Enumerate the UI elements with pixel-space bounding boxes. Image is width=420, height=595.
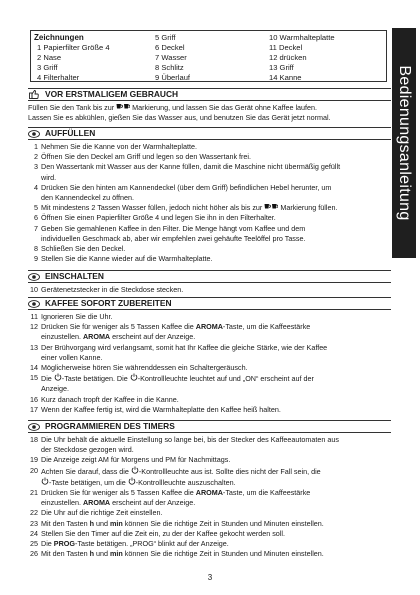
- list-item: [28, 435, 391, 445]
- text: -Taste, um die Kaffeestärke: [222, 322, 311, 332]
- section-body: [28, 103, 391, 123]
- item-text: Die Anzeige zeigt AM für Morgens und PM für Nachmittags.: [41, 455, 231, 465]
- parts-item: 2 Nase: [37, 53, 62, 62]
- item-number: 26: [30, 549, 38, 559]
- section-header: [28, 270, 391, 283]
- section-title: KAFFEE SOFORT ZUBEREITEN: [45, 298, 172, 308]
- section-body: [28, 312, 391, 415]
- eye-icon: [28, 422, 40, 431]
- text: Markierung füllen.: [280, 203, 338, 213]
- eye-icon: [28, 272, 40, 281]
- list-item: [28, 285, 391, 295]
- item-text: Der Brühvorgang wird verlangsamt, somit hat Ihr Kaffee die gleiche Stärke, wie der Kaffee: [41, 342, 328, 352]
- text: Achten Sie darauf, dass die: [41, 466, 129, 476]
- list-item: [28, 213, 391, 223]
- item-text: der Steckdose gezogen wird.: [41, 445, 134, 455]
- item-number: 12: [30, 322, 38, 332]
- text: Mit mindestens 2 Tassen Wasser füllen, jedoch nicht höher als bis zur: [41, 203, 263, 213]
- parts-item: 3 Griff: [37, 63, 58, 72]
- item-text: den Kannendeckel zu öffnen.: [41, 193, 134, 203]
- text: Drücken Sie für weniger als 5 Tassen Kaffee die: [41, 322, 194, 332]
- text: -Taste betätigen. „PROG“ blinkt auf der Anzeige.: [74, 539, 229, 549]
- item-number: 15: [30, 373, 38, 383]
- item-number: 7: [34, 223, 38, 233]
- parts-column-2: [155, 33, 265, 83]
- text: einzustellen.: [41, 332, 81, 342]
- text: erscheint auf der Anzeige.: [112, 498, 196, 508]
- list-item: [28, 173, 391, 183]
- text: Markierung, und lassen Sie das Gerät ohne Kaffee laufen.: [132, 103, 318, 112]
- text: Mit den Tasten: [41, 518, 88, 528]
- item-text: Gerätenetzstecker in die Steckdose stecken.: [41, 285, 184, 294]
- section-header: [28, 297, 391, 310]
- item-text: Kurz danach tropft der Kaffee in die Kanne.: [41, 394, 179, 404]
- item-number: 8: [34, 244, 38, 254]
- list-item: [28, 405, 391, 415]
- list-item: [28, 193, 391, 203]
- list-item: [28, 224, 391, 234]
- section-body: [28, 142, 391, 264]
- item-number: 24: [30, 528, 38, 538]
- section-first-use: [28, 88, 391, 123]
- list-item: [28, 488, 391, 498]
- item-text: individuellen Geschmack ab, aber wir empfehlen zwei gehäufte Teelöffel pro Tasse.: [41, 233, 306, 243]
- list-item: [28, 549, 391, 559]
- list-item: [28, 162, 391, 172]
- list-item: [28, 183, 391, 193]
- item-text: Öffnen Sie den Deckel am Griff und legen so den Wassertank frei.: [41, 152, 252, 162]
- section-timer: [28, 420, 391, 559]
- parts-item: 11 Deckel: [269, 43, 303, 52]
- item-number: 18: [30, 435, 38, 444]
- item-text: [41, 549, 391, 559]
- section-body: [28, 285, 391, 295]
- section-header: [28, 127, 391, 140]
- item-text: [41, 488, 391, 498]
- item-text: Geben Sie gemahlenen Kaffee in den Filter. Die Menge hängt vom Kaffee und dem: [41, 223, 306, 233]
- list-item: [28, 529, 391, 539]
- list-item: [28, 466, 391, 477]
- power-icon: [131, 467, 139, 476]
- text: Drücken Sie für weniger als 5 Tassen Kaffee die: [41, 488, 194, 498]
- item-text: [41, 477, 391, 488]
- item-number: 4: [34, 182, 38, 192]
- aroma-label: AROMA: [195, 322, 223, 332]
- list-item: [28, 373, 391, 384]
- text: einzustellen.: [41, 498, 81, 508]
- parts-item: 8 Schlitz: [155, 63, 184, 72]
- item-number: 17: [30, 404, 38, 414]
- item-number: 25: [30, 539, 38, 549]
- item-text: [41, 466, 391, 477]
- text: Die: [41, 539, 52, 549]
- section-fill: [28, 127, 391, 264]
- item-text: [41, 373, 391, 384]
- list-item: [28, 477, 391, 488]
- text: erscheint auf der Anzeige.: [112, 332, 196, 342]
- power-icon: [128, 478, 136, 487]
- item-text: [41, 203, 391, 213]
- text: Mit den Tasten: [41, 549, 88, 559]
- side-tab: [392, 28, 416, 258]
- item-text: Möglicherweise hören Sie währenddessen ein Schaltergeräusch.: [41, 363, 248, 373]
- hand-icon: [28, 90, 40, 99]
- eye-icon: [28, 299, 40, 308]
- section-title: PROGRAMMIEREN DES TIMERS: [45, 421, 175, 431]
- item-text: Ignorieren Sie die Uhr.: [41, 312, 113, 321]
- hour-label: h: [89, 518, 95, 528]
- item-text: Stellen Sie den Timer auf die Zeit ein, zu der der Kaffee gekocht werden soll.: [41, 528, 285, 538]
- text: und: [96, 518, 109, 528]
- list-item: [28, 539, 391, 549]
- parts-column-3: [269, 33, 387, 83]
- parts-item: 4 Filterhalter: [37, 73, 80, 82]
- parts-item: 13 Griff: [269, 63, 294, 72]
- list-item: [28, 353, 391, 363]
- list-item: [28, 395, 391, 405]
- list-item: [28, 322, 391, 332]
- aroma-label: AROMA: [195, 488, 223, 498]
- list-item: [28, 384, 391, 394]
- list-item: [28, 498, 391, 508]
- item-text: Drücken Sie den hinten am Kannendeckel (über dem Griff) befindlichen Hebel herunter, um: [41, 182, 332, 192]
- text: -Taste betätigen. Die: [61, 374, 128, 384]
- section-title: VOR ERSTMALIGEM GEBRAUCH: [45, 89, 179, 99]
- list-item: [28, 455, 391, 465]
- section-title: EINSCHALTEN: [45, 271, 104, 281]
- item-number: [28, 173, 38, 183]
- text: können Sie die richtige Zeit in Stunden und Minuten einstellen.: [124, 518, 324, 528]
- list-item: [28, 508, 391, 518]
- hour-label: h: [89, 549, 95, 559]
- item-text: wird.: [41, 172, 57, 182]
- minute-label: min: [110, 518, 123, 528]
- power-icon: [130, 374, 138, 383]
- item-text: [41, 322, 391, 332]
- page-number: 3: [207, 573, 213, 582]
- item-text: einer vollen Kanne.: [41, 352, 103, 362]
- power-icon: [54, 374, 62, 383]
- list-item: [28, 234, 391, 244]
- parts-item: 10 Warmhalteplatte: [269, 33, 335, 42]
- item-text: Schließen Sie den Deckel.: [41, 244, 126, 254]
- item-text: [41, 498, 391, 508]
- item-number: 11: [30, 312, 38, 321]
- item-text: Öffnen Sie einen Papierfilter Größe 4 und legen Sie ihn in den Filterhalter.: [41, 213, 276, 223]
- list-item: [28, 363, 391, 373]
- item-number: 19: [30, 455, 38, 465]
- list-item: [28, 142, 391, 152]
- cup-marking-icon: [116, 103, 130, 112]
- parts-column-1: [34, 33, 152, 83]
- item-number: 5: [34, 203, 38, 213]
- item-text: Wenn der Kaffee fertig ist, wird die Warmhalteplatte den Kaffee heiß halten.: [41, 404, 281, 414]
- parts-item: 7 Wasser: [155, 53, 187, 62]
- text: Füllen Sie den Tank bis zur: [28, 103, 115, 112]
- item-number: 16: [30, 394, 38, 404]
- list-item: [28, 332, 391, 342]
- text: -Taste, um die Kaffeestärke: [222, 488, 311, 498]
- item-text: [41, 332, 391, 342]
- parts-item: 6 Deckel: [155, 43, 185, 52]
- parts-item: 5 Griff: [155, 33, 176, 42]
- item-text: [41, 539, 391, 549]
- item-number: 14: [30, 363, 38, 373]
- parts-table: [30, 30, 387, 82]
- list-item: [28, 244, 391, 254]
- eye-icon: [28, 129, 40, 138]
- item-number: 9: [34, 254, 38, 264]
- item-number: 23: [30, 518, 38, 528]
- item-number: 3: [34, 162, 38, 172]
- item-text: Die Uhr behält die aktuelle Einstellung so lange bei, bis der Stecker des Kaffeeautomaten aus: [41, 435, 339, 444]
- list-item: [28, 203, 391, 213]
- item-text: Stellen Sie die Kanne wieder auf die Warmhalteplatte.: [41, 254, 213, 264]
- list-item: [28, 445, 391, 455]
- item-text: Anzeige.: [41, 384, 69, 394]
- item-text: Die Uhr auf die richtige Zeit einstellen.: [41, 508, 163, 518]
- item-text: [41, 519, 391, 529]
- section-body: [28, 435, 391, 559]
- parts-item: 9 Überlauf: [155, 73, 191, 82]
- section-header: [28, 88, 391, 101]
- parts-item: 1 Papierfilter Größe 4: [37, 43, 110, 52]
- paragraph: [28, 103, 391, 113]
- text: können Sie die richtige Zeit in Stunden und Minuten einstellen.: [124, 549, 324, 559]
- minute-label: min: [110, 549, 123, 559]
- item-number: [28, 234, 38, 244]
- parts-item: 12 drücken: [269, 53, 307, 62]
- section-switch-on: [28, 270, 391, 295]
- item-number: 22: [30, 508, 38, 518]
- item-text: Nehmen Sie die Kanne von der Warmhalteplatte.: [41, 142, 197, 151]
- text: -Taste betätigen, um die: [49, 477, 126, 487]
- power-icon: [41, 478, 49, 487]
- text: -Kontrollleuchte aus ist. Sollte dies nicht der Fall sein, die: [138, 466, 321, 476]
- text: und: [96, 549, 109, 559]
- parts-title: Zeichnungen: [34, 33, 84, 42]
- list-item: [28, 343, 391, 353]
- list-item: [28, 152, 391, 162]
- text: -Kontrollleuchte auszuschalten.: [135, 477, 236, 487]
- section-brew-now: [28, 297, 391, 415]
- text: -Kontrollleuchte leuchtet auf und „ON“ erscheint auf der: [137, 374, 314, 384]
- item-number: 1: [34, 142, 38, 151]
- section-header: [28, 420, 391, 433]
- aroma-label: AROMA: [82, 498, 111, 508]
- item-number: 13: [30, 342, 38, 352]
- item-number: [28, 193, 38, 203]
- item-number: 6: [34, 213, 38, 223]
- aroma-label: AROMA: [82, 332, 111, 342]
- cup-marking-icon: [264, 203, 278, 212]
- list-item: [28, 254, 391, 264]
- side-tab-text: Bedienungsanleitung: [396, 65, 413, 221]
- item-number: 10: [30, 285, 38, 294]
- parts-item: 14 Kanne: [269, 73, 302, 82]
- list-item: [28, 312, 391, 322]
- section-title: AUFFÜLLEN: [45, 128, 96, 138]
- item-number: 21: [30, 488, 38, 498]
- list-item: [28, 519, 391, 529]
- item-text: Den Wassertank mit Wasser aus der Kanne füllen, damit die Maschine nicht übermäßig gefüllt: [41, 162, 341, 172]
- prog-label: PROG: [53, 539, 75, 549]
- text: Die: [41, 374, 52, 384]
- item-number: 20: [30, 465, 38, 475]
- item-number: 2: [34, 152, 38, 162]
- paragraph: Lassen Sie es abkühlen, gießen Sie das Wasser aus, und benutzen Sie das Gerät jetzt normal.: [28, 113, 331, 123]
